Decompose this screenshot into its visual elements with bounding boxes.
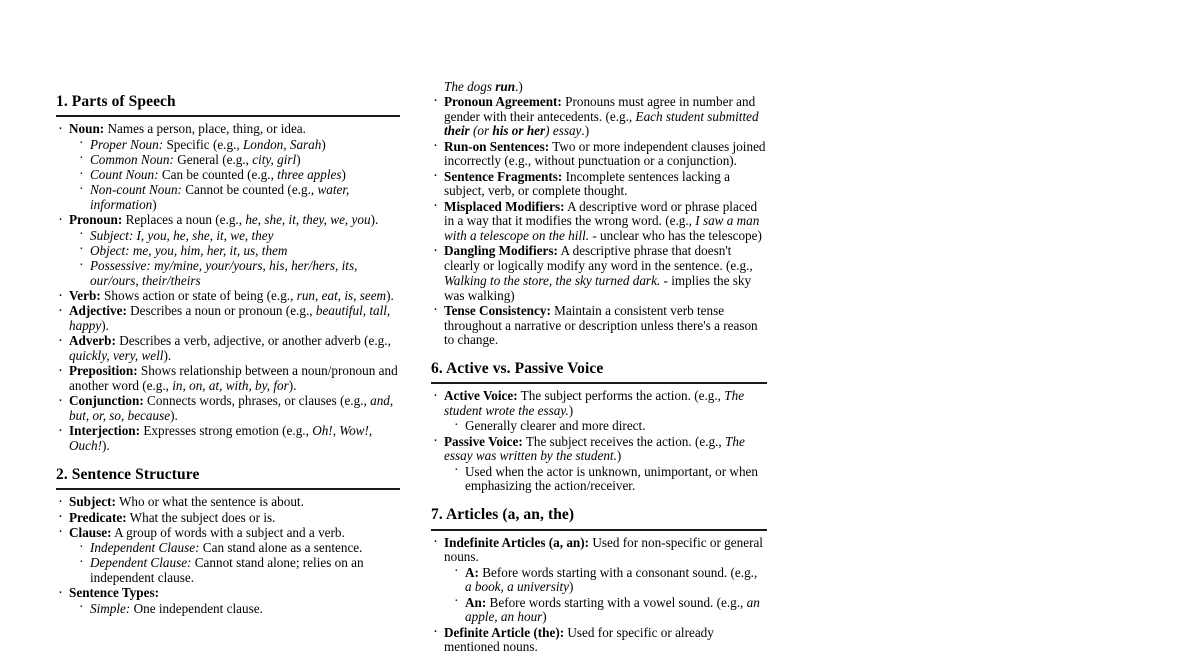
list-item <box>76 244 400 259</box>
trailing-text: - implies the sky was walking) <box>444 272 752 303</box>
list-item <box>76 168 400 183</box>
term-label: Preposition: <box>69 363 138 379</box>
list-item <box>76 229 400 244</box>
term-description: Replaces a noun (e.g., <box>122 212 246 228</box>
articles-list <box>431 536 767 656</box>
term-label: Conjunction: <box>69 393 144 409</box>
list-item <box>76 153 400 168</box>
subterm-description: Can be counted (e.g., <box>158 167 278 183</box>
list-item <box>431 536 767 626</box>
subterm-description: Specific (e.g., <box>163 136 243 152</box>
term-label: Run-on Sentences: <box>444 138 550 154</box>
list-item <box>451 596 767 626</box>
example-text: Each student submitted <box>635 108 759 124</box>
term-label: Clause: <box>69 524 112 540</box>
term-label: Interjection: <box>69 423 141 439</box>
subterm-description: General (e.g., <box>173 151 253 167</box>
list-item <box>431 389 767 434</box>
continuation-line <box>431 80 767 95</box>
indefinite-article-subtypes <box>444 566 767 626</box>
subterm-label: A: <box>465 564 479 580</box>
term-description: Two or more independent clauses joined incorrectly (e.g., without punctuation or a conjunction). <box>444 138 766 169</box>
example-text: The student wrote the essay. <box>444 388 745 419</box>
subterm-label: Common Noun: <box>90 151 174 167</box>
term-description: Shows action or state of being (e.g., <box>100 288 297 304</box>
term-label: Tense Consistency: <box>444 302 551 318</box>
example-text: he, she, it, they, we, you <box>245 212 371 228</box>
list-item <box>76 602 400 617</box>
example-text: an apple, an hour <box>465 594 760 625</box>
term-description: A group of words with a subject and a verb. <box>111 524 345 540</box>
term-description: Maintain a consistent verb tense throughout a narrative or description unless there's a reason to change. <box>444 302 758 348</box>
right-column <box>431 0 767 656</box>
continuation-tail: .) <box>515 79 523 94</box>
trailing-text: ) <box>341 167 346 183</box>
trailing-text: ) <box>542 609 547 625</box>
list-item <box>431 200 767 244</box>
trailing-text: ) <box>321 136 326 152</box>
section-heading: 7. Articles (a, an, the) <box>431 506 575 524</box>
term-label: Subject: <box>69 494 116 510</box>
list-item <box>76 183 400 213</box>
term-label: Indefinite Articles (a, an): <box>444 534 590 550</box>
subterm-description: One independent clause. <box>130 600 263 616</box>
list-item <box>76 556 400 586</box>
subterm-label: Non-count Noun: <box>90 182 182 198</box>
example-text: run, eat, is, seem <box>296 288 387 304</box>
trailing-text: ). <box>370 212 379 228</box>
heading-rule <box>56 115 400 117</box>
section-sentence-structure <box>56 465 400 616</box>
term-description: The subject performs the action. (e.g., <box>517 388 725 404</box>
term-label: Dangling Modifiers: <box>444 243 558 259</box>
term-description: The subject receives the action. (e.g., <box>522 433 726 449</box>
example-emphasis-2: his or her <box>492 123 546 139</box>
subterm-description: Cannot be counted (e.g., <box>181 182 318 198</box>
section-active-passive-voice <box>431 359 767 494</box>
list-item <box>56 213 400 288</box>
pronoun-subtypes-list <box>69 229 400 289</box>
example-text: London, Sarah <box>242 136 322 152</box>
list-item <box>76 259 400 289</box>
list-item <box>431 140 767 170</box>
note-text: Used when the actor is unknown, unimportant, or when emphasizing the action/receiver. <box>465 463 758 494</box>
note-text: Generally clearer and more direct. <box>465 418 646 434</box>
list-item <box>451 465 767 495</box>
list-item <box>451 566 767 596</box>
example-text: quickly, very, well <box>69 348 164 364</box>
subterm-description: me, you, him, her, it, us, them <box>129 242 288 258</box>
list-item <box>56 511 400 526</box>
term-description: Pronouns must agree in number and gender with their antecedents. (e.g., <box>444 93 756 124</box>
list-item <box>56 122 400 213</box>
example-text: three apples <box>277 167 342 183</box>
list-item <box>431 95 767 139</box>
trailing-text: .) <box>581 123 590 139</box>
subterm-label: Dependent Clause: <box>90 555 192 571</box>
list-item <box>431 304 767 348</box>
list-item <box>56 334 400 364</box>
section-common-errors-continued <box>431 0 767 348</box>
sentence-types-list <box>69 602 400 617</box>
list-item <box>56 364 400 394</box>
term-label: Adverb: <box>69 333 116 349</box>
subterm-label: Possessive: <box>90 258 151 274</box>
continuation-bold-italic: run <box>495 79 516 94</box>
term-description: Shows relationship between a noun/pronoun and another word (e.g., <box>69 363 398 394</box>
example-text: Oh!, Wow!, Ouch! <box>69 423 373 454</box>
subterm-label: Simple: <box>90 600 131 616</box>
passive-voice-notes <box>444 465 767 495</box>
example-mid: (or <box>469 123 493 139</box>
list-item <box>76 138 400 153</box>
list-item <box>76 541 400 556</box>
trailing-text: ) <box>616 448 622 464</box>
term-label: Noun: <box>69 121 105 137</box>
trailing-text: ) <box>152 197 157 213</box>
term-label: Adjective: <box>69 303 127 319</box>
example-text: a book, a university <box>465 579 570 595</box>
list-item <box>56 526 400 586</box>
subterm-label: Independent Clause: <box>90 540 200 555</box>
term-description: Connects words, phrases, or clauses (e.g., <box>143 393 371 409</box>
term-description: Names a person, place, thing, or idea. <box>104 121 306 137</box>
term-description: Who or what the sentence is about. <box>115 494 304 510</box>
term-label: Pronoun Agreement: <box>444 93 562 109</box>
list-item <box>431 435 767 495</box>
trailing-text: ). <box>163 348 172 364</box>
noun-subtypes-list <box>69 138 400 213</box>
term-description: What the subject does or is. <box>126 509 276 525</box>
list-item <box>56 495 400 510</box>
subterm-description: Before words starting with a vowel sound. (e.g., <box>486 594 747 610</box>
common-errors-list <box>431 95 767 348</box>
list-item <box>431 626 767 656</box>
example-text: The essay was written by the student. <box>444 433 745 464</box>
subterm-label: Count Noun: <box>90 167 159 183</box>
example-text: city, girl <box>252 151 297 167</box>
term-description: A descriptive phrase that doesn't clearly or logically modify any word in the sentence. (e.g., <box>444 243 753 273</box>
trailing-text: ) <box>569 579 574 595</box>
example-emphasis-1: their <box>444 123 470 139</box>
subterm-description: Before words starting with a consonant sound. (e.g., <box>478 564 758 580</box>
section-heading: 6. Active vs. Passive Voice <box>431 360 604 377</box>
trailing-text: ). <box>170 408 178 424</box>
heading-rule <box>56 488 400 490</box>
heading-rule <box>431 529 767 531</box>
term-label: Active Voice: <box>444 388 518 404</box>
list-item <box>451 419 767 434</box>
list-item <box>431 170 767 200</box>
parts-of-speech-list <box>56 122 400 454</box>
list-item <box>56 424 400 454</box>
subterm-description: my/mine, your/yours, his, her/hers, its, our/ours, their/theirs <box>90 258 358 288</box>
example-text: water, information <box>90 182 350 213</box>
term-label: Sentence Types: <box>69 585 159 601</box>
term-description: Used for non-specific or general nouns. <box>444 534 763 565</box>
subterm-description: I, you, he, she, it, we, they <box>133 227 274 243</box>
trailing-text: ) <box>568 403 574 419</box>
term-description: Describes a noun or pronoun (e.g., <box>126 303 316 319</box>
continuation-italic-lead: The dogs <box>444 79 496 94</box>
active-voice-notes <box>444 419 767 434</box>
term-description: Incomplete sentences lacking a subject, verb, or complete thought. <box>444 168 730 199</box>
example-text: and, but, or, so, because <box>69 393 394 424</box>
section-heading: 1. Parts of Speech <box>56 93 176 110</box>
subterm-label: Object: <box>90 242 130 258</box>
section-articles <box>431 505 767 655</box>
list-item <box>56 394 400 424</box>
list-item <box>56 304 400 334</box>
term-label: Passive Voice: <box>444 433 523 449</box>
trailing-text: ). <box>101 438 110 454</box>
term-label: Sentence Fragments: <box>444 168 563 184</box>
term-description: Describes a verb, adjective, or another adverb (e.g., <box>115 333 391 349</box>
example-text: beautiful, tall, happy <box>69 303 391 334</box>
term-description: Expresses strong emotion (e.g., <box>140 423 313 439</box>
term-label: Verb: <box>69 288 101 304</box>
subterm-label: Proper Noun: <box>90 136 164 152</box>
sentence-structure-list <box>56 495 400 616</box>
list-item <box>431 244 767 303</box>
example-text: in, on, at, with, by, for <box>172 378 289 394</box>
term-label: Misplaced Modifiers: <box>444 198 565 214</box>
term-label: Pronoun: <box>69 212 123 228</box>
term-label: Predicate: <box>69 509 127 525</box>
trailing-text: ) <box>296 151 301 167</box>
section-heading: 2. Sentence Structure <box>56 465 200 483</box>
subterm-description: Can stand alone as a sentence. <box>199 540 363 555</box>
example-text: Walking to the store, the sky turned dark. <box>444 272 661 288</box>
term-label: Definite Article (the): <box>444 624 565 640</box>
term-description: A descriptive word or phrase placed in a way that it modifies the wrong word. (e.g., <box>444 198 758 229</box>
trailing-text: ). <box>101 318 109 334</box>
trailing-text: ). <box>386 288 394 304</box>
trailing-text: ). <box>288 378 297 394</box>
trailing-text: - unclear who has the telescope) <box>589 228 762 243</box>
subterm-label: An: <box>465 594 487 610</box>
section-parts-of-speech <box>56 0 400 454</box>
heading-rule <box>431 382 767 384</box>
clause-subtypes-list <box>69 541 400 586</box>
example-text: I saw a man with a telescope on the hill. <box>444 213 760 243</box>
subterm-description: Cannot stand alone; relies on an independent clause. <box>90 555 364 585</box>
subterm-label: Subject: <box>90 227 134 243</box>
left-column <box>56 0 400 617</box>
voice-list <box>431 389 767 494</box>
example-end: ) essay <box>545 123 582 139</box>
list-item <box>56 586 400 616</box>
term-description: Used for specific or already mentioned nouns. <box>444 624 714 655</box>
list-item <box>56 289 400 304</box>
